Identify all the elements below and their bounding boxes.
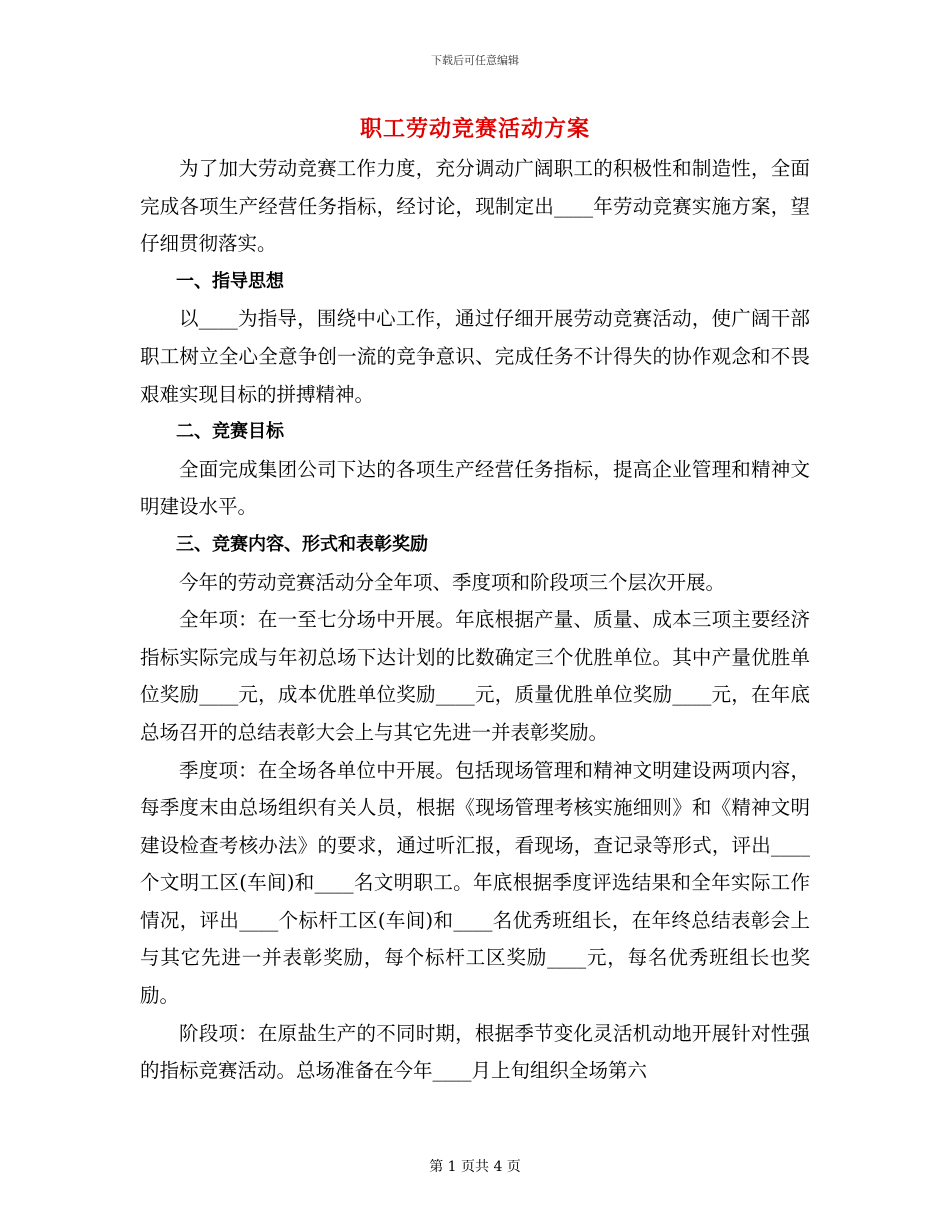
quarterly-item-paragraph: 季度项：在全场各单位中开展。包括现场管理和精神文明建设两项内容，每季度末由总场组织有关人员，根据《现场管理考核实施细则》和《精神文明建设检查考核办法》的要求，通过听汇报，看现场，查记录等形式，评出____个文明工区(车间)和____名文明职工。年底根据季度评选结果和全年实际工作情况，评出____个标杆工区(车间)和____名优秀班组长，在年终总结表彰会上与其它先进一并表彰奖励，每个标杆工区奖励____元，每名优秀班组长也奖励。 [140,758,810,1008]
stage-item-paragraph: 阶段项：在原盐生产的不同时期，根据季节变化灵活机动地开展针对性强的指标竞赛活动。总场准备在今年____月上旬组织全场第六 [140,1021,810,1083]
levels-paragraph: 今年的劳动竞赛活动分全年项、季度项和阶段项三个层次开展。 [179,570,726,594]
guiding-thought-paragraph: 以____为指导，围绕中心工作，通过仔细开展劳动竞赛活动，使广阔干部职工树立全心全意争创一流的竞争意识、完成任务不计得失的协作观念和不畏艰难实现目标的拼搏精神。 [140,307,810,406]
section-heading-content-form-awards: 三、竞赛内容、形式和表彰奖励 [176,533,428,555]
section-heading-guiding-thought: 一、指导思想 [176,270,284,292]
section-heading-competition-goal: 二、竞赛目标 [176,421,284,443]
document-title: 职工劳动竞赛活动方案 [359,117,590,142]
competition-goal-paragraph: 全面完成集团公司下达的各项生产经营任务指标，提高企业管理和精神文明建设水平。 [140,457,810,519]
page-number: 第 1 页共 4 页 [429,1159,521,1175]
intro-paragraph: 为了加大劳动竞赛工作力度，充分调动广阔职工的积极性和制造性，全面完成各项生产经营任务指标，经讨论，现制定出____年劳动竞赛实施方案，望仔细贯彻落实。 [140,157,810,256]
download-note: 下载后可任意编辑 [431,54,519,67]
annual-item-paragraph: 全年项：在一至七分场中开展。年底根据产量、质量、成本三项主要经济指标实际完成与年初总场下达计划的比数确定三个优胜单位。其中产量优胜单位奖励____元，成本优胜单位奖励____元，质量优胜单位奖励____元，在年底总场召开的总结表彰大会上与其它先进一并表彰奖励。 [140,608,810,744]
document-body [140,150,810,1090]
